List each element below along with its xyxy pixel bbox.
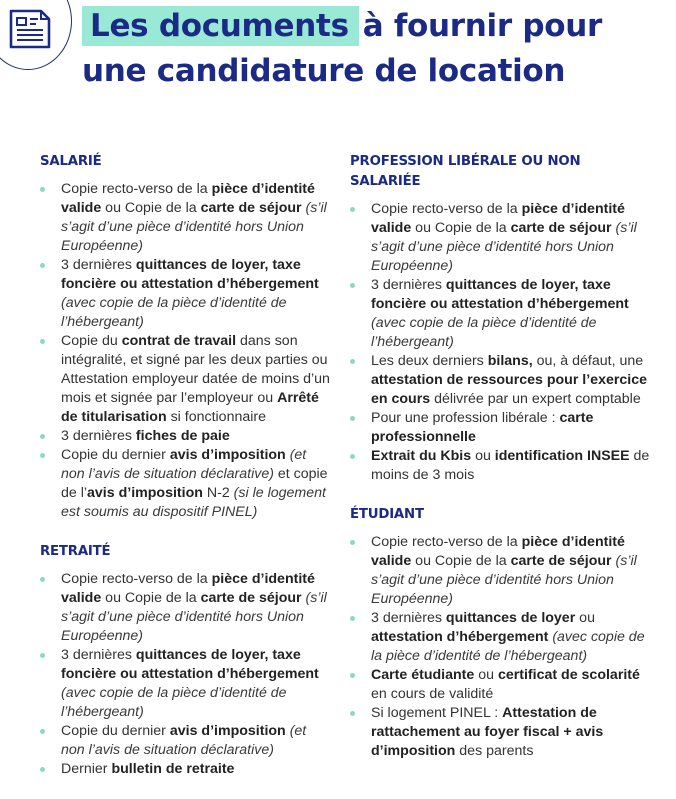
list-item: Copie recto-verso de la pièce d’identité valide ou Copie de la carte de séjour (s’il s’agit d’une pièce d’identité hors Union Européenne) — [40, 570, 330, 646]
right-column — [350, 152, 650, 781]
list-item: 3 dernières quittances de loyer, taxe foncière ou attestation d’hébergement (avec copie de la pièce d’identité de l’hébergeant) — [350, 276, 650, 352]
list-item: Copie recto-verso de la pièce d’identité valide ou Copie de la carte de séjour (s’il s’agit d’une pièce d’identité hors Union Européenne) — [40, 180, 330, 256]
title-line1-rest: à fournir pour — [362, 8, 603, 44]
list-item: Pour une profession libérale : carte professionnelle — [350, 409, 650, 447]
list-item: 3 dernières fiches de paie — [40, 427, 330, 446]
section-retraite — [40, 542, 330, 779]
list-item: Copie du dernier avis d’imposition (et non l’avis de situation déclarative) — [40, 722, 330, 760]
list-item: Copie recto-verso de la pièce d’identité valide ou Copie de la carte de séjour (s’il s’agit d’une pièce d’identité hors Union Européenne) — [350, 200, 650, 276]
title-highlight: Les documents — [82, 6, 359, 46]
left-column — [40, 152, 330, 799]
list-item: Carte étudiante ou certificat de scolarité en cours de validité — [350, 666, 650, 704]
list-item: Copie du dernier avis d’imposition (et non l’avis de situation déclarative) et copie de l’avis d’imposition N-2 (si le logement est soumis au dispositif PINEL) — [40, 446, 330, 522]
section-title: PROFESSION LIBÉRALE OU NON SALARIÉE — [350, 154, 581, 189]
list-item: Extrait du Kbis ou identification INSEE de moins de 3 mois — [350, 447, 650, 485]
list-item: Les deux derniers bilans, ou, à défaut, une attestation de ressources pour l’exercice en cours délivrée par un expert comptable — [350, 352, 650, 409]
section-salarie — [40, 152, 330, 522]
document-icon — [8, 8, 52, 50]
list-item: 3 dernières quittances de loyer ou attestation d’hébergement (avec copie de la pièce d’identité de l’hébergeant) — [350, 609, 650, 666]
list-item: Si logement PINEL : Attestation de rattachement au foyer fiscal + avis d’imposition des parents — [350, 704, 650, 761]
section-etudiant — [350, 505, 650, 761]
list-item: Dernier bulletin de retraite — [40, 760, 330, 779]
title-line2: une candidature de location — [82, 53, 566, 89]
list-item: 3 dernières quittances de loyer, taxe foncière ou attestation d’hébergement (avec copie de la pièce d’identité de l’hébergeant) — [40, 646, 330, 722]
section-title: SALARIÉ — [40, 154, 102, 169]
section-title: RETRAITÉ — [40, 544, 111, 559]
page-title — [82, 4, 662, 94]
section-profession-liberale — [350, 152, 650, 485]
list-item: Copie recto-verso de la pièce d’identité valide ou Copie de la carte de séjour (s’il s’agit d’une pièce d’identité hors Union Européenne) — [350, 533, 650, 609]
list-item: Copie du contrat de travail dans son intégralité, et signé par les deux parties ou Attestation employeur datée de moins d’un mois et signée par l’employeur ou Arrêté de titularisation si fonctionnaire — [40, 332, 330, 427]
list-item: 3 dernières quittances de loyer, taxe foncière ou attestation d’hébergement (avec copie de la pièce d’identité de l’hébergeant) — [40, 256, 330, 332]
section-title: ÉTUDIANT — [350, 507, 424, 522]
